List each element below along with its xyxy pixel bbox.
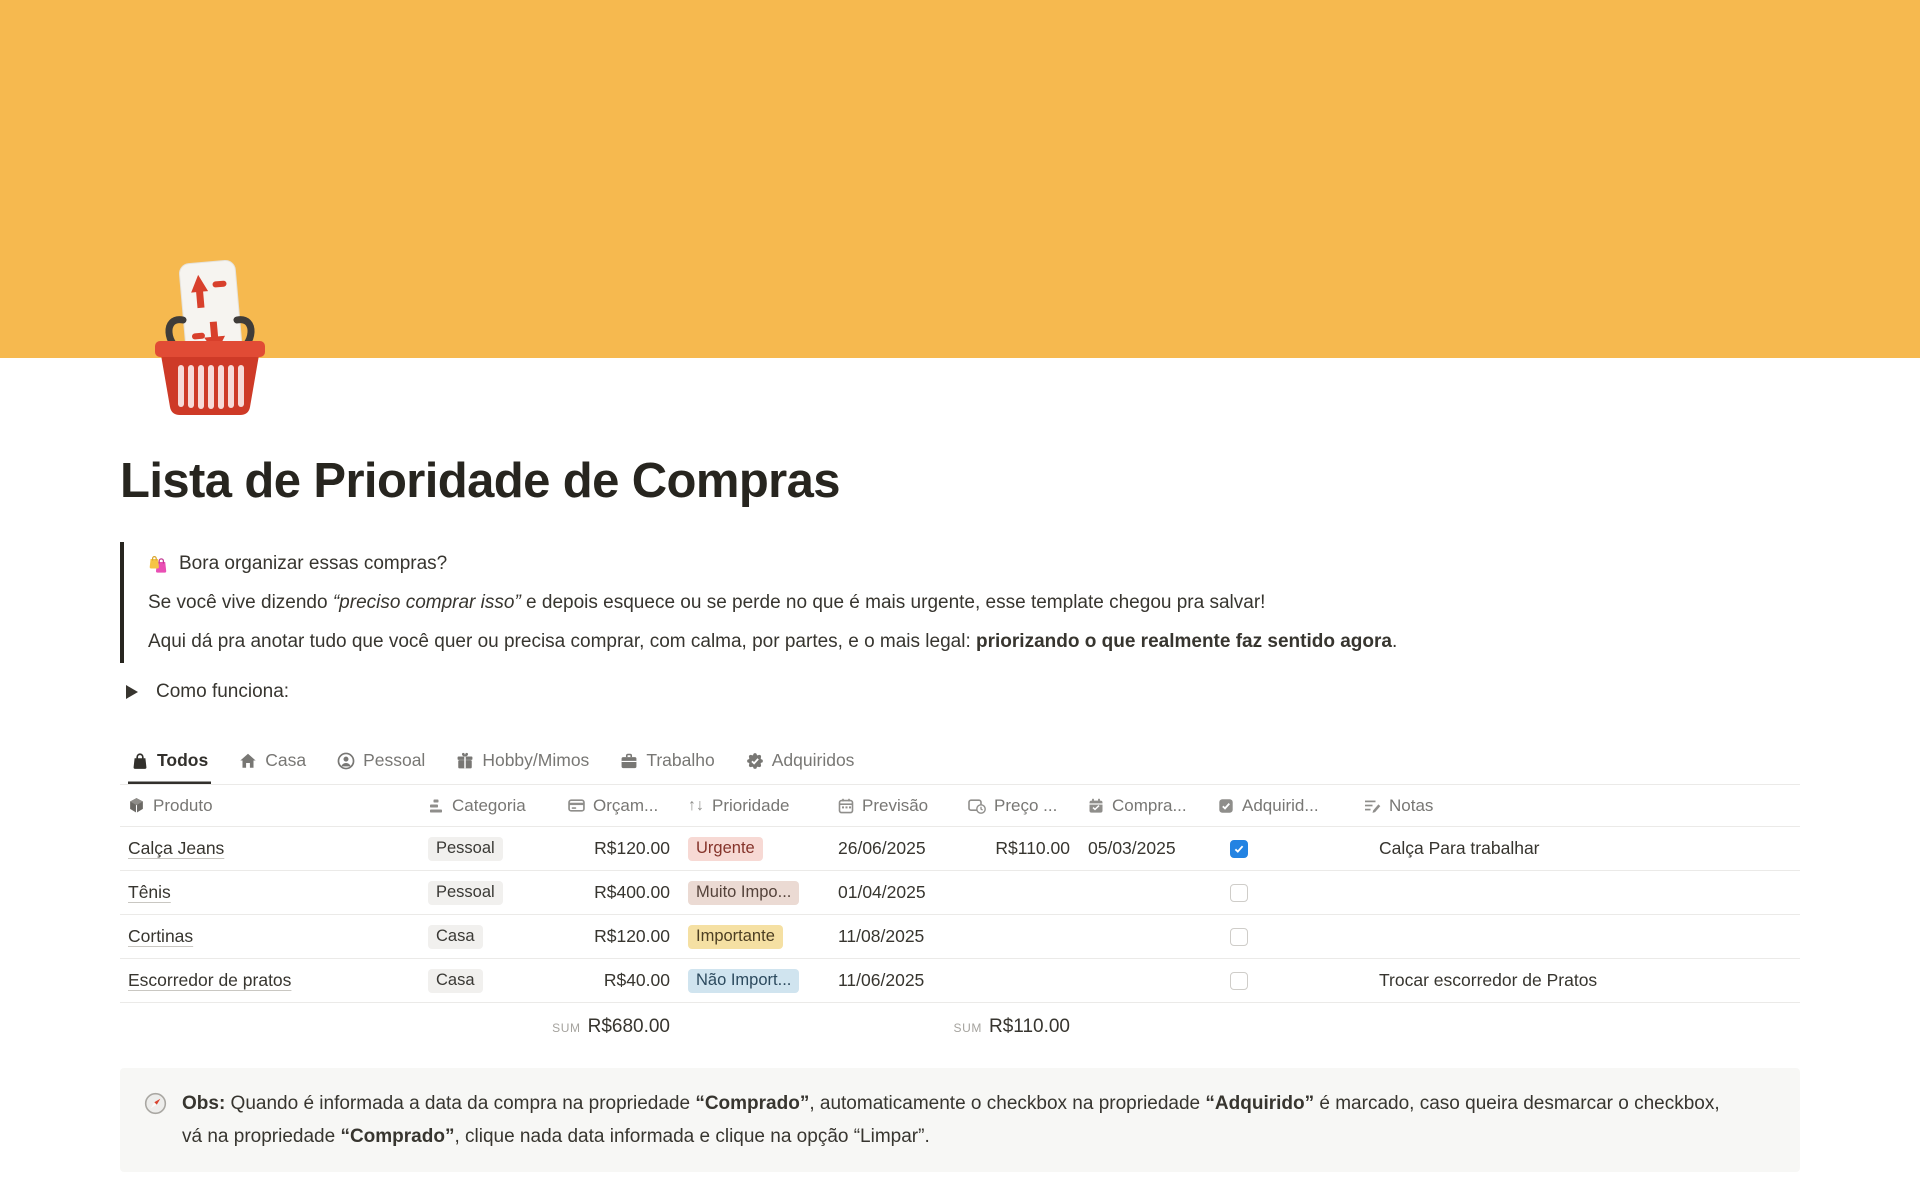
cell-notas[interactable]: Calça Para trabalhar xyxy=(1379,838,1540,858)
column-header-produto[interactable]: Produto xyxy=(120,796,420,816)
package-icon xyxy=(128,797,145,814)
tab-hobby-mimos[interactable] xyxy=(453,739,592,784)
cell-categoria[interactable] xyxy=(420,827,560,870)
column-header-preco[interactable]: Preço ... xyxy=(960,796,1080,816)
cell-comprado[interactable]: 05/03/2025 xyxy=(1088,838,1176,858)
table-row xyxy=(120,959,1800,1003)
tab-adquiridos[interactable] xyxy=(743,739,858,784)
shopping-bag-icon xyxy=(131,752,149,770)
quote-line-3: Aqui dá pra anotar tudo que você quer ou precisa comprar, com calma, por partes, e o mais legal: priorizando o que realmente faz sentido agora. xyxy=(148,631,1398,652)
toggle-arrow-icon xyxy=(126,685,138,699)
column-header-adquirido[interactable]: Adquirid... xyxy=(1210,796,1355,816)
column-header-prioridade[interactable]: ↑↓ Prioridade xyxy=(688,795,790,815)
cell-preco[interactable] xyxy=(960,959,1080,1002)
cell-orcamento[interactable]: R$120.00 xyxy=(594,838,670,858)
priority-badge: Não Import... xyxy=(688,969,799,993)
cell-produto[interactable]: Escorredor de pratos xyxy=(128,970,292,990)
column-header-categoria[interactable]: Categoria xyxy=(420,796,560,816)
tab-label: Todos xyxy=(157,750,209,770)
obs-text: Obs: Quando é informada a data da compra na propriedade “Comprado”, automaticamente o checkbox na propriedade “Adquirido” é marcado, caso queira desmarcar o checkbox, vá na propriedade “Comprado”, clique nada data informada e clique na opção “Limpar”. xyxy=(182,1093,1720,1147)
cell-prioridade[interactable] xyxy=(680,871,830,914)
category-badge: Pessoal xyxy=(428,837,503,861)
page-title: Lista de Prioridade de Compras xyxy=(120,454,840,508)
cell-prioridade[interactable] xyxy=(680,915,830,958)
cell-orcamento[interactable]: R$120.00 xyxy=(594,926,670,946)
table-row xyxy=(120,871,1800,915)
page-icon-shopping-basket[interactable] xyxy=(145,258,275,418)
adquirido-checkbox-unchecked[interactable] xyxy=(1230,884,1248,902)
priority-badge: Importante xyxy=(688,925,783,949)
person-icon xyxy=(337,752,355,770)
cell-prioridade[interactable] xyxy=(680,827,830,870)
table-header-row xyxy=(120,785,1800,827)
column-header-notas[interactable]: Notas xyxy=(1355,796,1800,816)
cell-categoria[interactable] xyxy=(420,915,560,958)
cell-categoria[interactable] xyxy=(420,959,560,1002)
column-header-comprado[interactable]: Compra... xyxy=(1080,796,1210,816)
sum-label: SUM xyxy=(953,1020,982,1035)
category-badge: Pessoal xyxy=(428,881,503,905)
cell-orcamento[interactable]: R$400.00 xyxy=(594,882,670,902)
calendar-icon xyxy=(838,798,854,814)
como-funciona-toggle[interactable] xyxy=(120,672,1800,711)
tab-pessoal[interactable] xyxy=(334,739,428,784)
cell-previsao[interactable]: 11/08/2025 xyxy=(838,926,925,946)
priority-badge: Muito Impo... xyxy=(688,881,799,905)
tab-label: Trabalho xyxy=(646,750,715,770)
cell-adquirido xyxy=(1210,915,1355,958)
toggle-label: Como funciona: xyxy=(156,680,290,702)
credit-card-icon xyxy=(568,797,585,814)
cell-categoria[interactable] xyxy=(420,871,560,914)
quote-line-1: Bora organizar essas compras? xyxy=(179,553,448,574)
cell-adquirido xyxy=(1210,871,1355,914)
cell-comprado[interactable] xyxy=(1080,915,1210,958)
sort-arrows-icon: ↑↓ xyxy=(688,796,704,814)
category-badge: Casa xyxy=(428,925,483,949)
cell-previsao[interactable]: 11/06/2025 xyxy=(838,970,925,990)
quote-line-2: Se você vive dizendo “preciso comprar isso” e depois esquece ou se perde no que é mais urgente, esse template chegou pra salvar! xyxy=(148,592,1266,613)
obs-callout xyxy=(120,1068,1800,1172)
tab-trabalho[interactable] xyxy=(617,739,717,784)
cell-previsao[interactable]: 26/06/2025 xyxy=(838,838,926,858)
shopping-bags-icon xyxy=(148,553,170,575)
tab-todos[interactable] xyxy=(128,739,211,784)
table-row xyxy=(120,915,1800,959)
quote-block xyxy=(120,542,1800,663)
adquirido-checkbox-checked[interactable] xyxy=(1230,840,1248,858)
tab-label: Pessoal xyxy=(363,750,426,770)
cell-notas[interactable] xyxy=(1355,871,1800,914)
preco-sum[interactable] xyxy=(953,1015,1080,1038)
cell-preco[interactable] xyxy=(960,871,1080,914)
sum-label: SUM xyxy=(552,1020,581,1035)
calendar-check-icon xyxy=(1088,798,1104,814)
cell-notas[interactable]: Trocar escorredor de Pratos xyxy=(1379,970,1598,990)
briefcase-icon xyxy=(620,752,638,770)
sum-value: R$110.00 xyxy=(989,1015,1070,1037)
cell-orcamento[interactable]: R$40.00 xyxy=(603,970,670,990)
house-icon xyxy=(239,752,257,770)
priority-badge: Urgente xyxy=(688,837,763,861)
category-bars-icon xyxy=(428,798,444,814)
cell-prioridade[interactable] xyxy=(680,959,830,1002)
table-summary-row xyxy=(120,1003,1800,1050)
cell-comprado[interactable] xyxy=(1080,871,1210,914)
shopping-basket-illustration xyxy=(145,258,275,418)
gift-icon xyxy=(456,752,474,770)
notes-pencil-icon xyxy=(1363,798,1381,814)
adquirido-checkbox-unchecked[interactable] xyxy=(1230,928,1248,946)
orcamento-sum[interactable] xyxy=(552,1015,680,1038)
badge-check-icon xyxy=(746,752,764,770)
cell-preco[interactable]: R$110.00 xyxy=(995,838,1070,858)
cell-produto[interactable]: Cortinas xyxy=(128,926,194,946)
tab-casa[interactable] xyxy=(236,739,309,784)
tab-label: Adquiridos xyxy=(771,750,855,770)
cell-adquirido xyxy=(1210,959,1355,1002)
compass-icon xyxy=(144,1092,167,1115)
view-tabs xyxy=(120,739,1800,785)
tab-label: Hobby/Mimos xyxy=(482,750,590,770)
cell-previsao[interactable]: 01/04/2025 xyxy=(838,882,926,902)
check-icon xyxy=(1233,843,1245,855)
column-header-orcamento[interactable]: Orçam... xyxy=(560,796,680,816)
cell-preco[interactable] xyxy=(960,915,1080,958)
table-row xyxy=(120,827,1800,871)
cell-produto[interactable]: Tênis xyxy=(128,882,171,902)
tab-label: Casa xyxy=(265,750,307,770)
price-clock-icon xyxy=(968,798,986,814)
sum-value: R$680.00 xyxy=(587,1015,670,1037)
adquirido-checkbox-unchecked[interactable] xyxy=(1230,972,1248,990)
checkbox-icon xyxy=(1218,798,1234,814)
category-badge: Casa xyxy=(428,969,483,993)
cell-adquirido xyxy=(1210,827,1355,870)
column-header-previsao[interactable]: Previsão xyxy=(830,796,960,816)
cell-notas[interactable] xyxy=(1355,915,1800,958)
cover-banner xyxy=(0,0,1920,358)
cell-comprado[interactable] xyxy=(1080,959,1210,1002)
cell-produto[interactable]: Calça Jeans xyxy=(128,838,225,858)
